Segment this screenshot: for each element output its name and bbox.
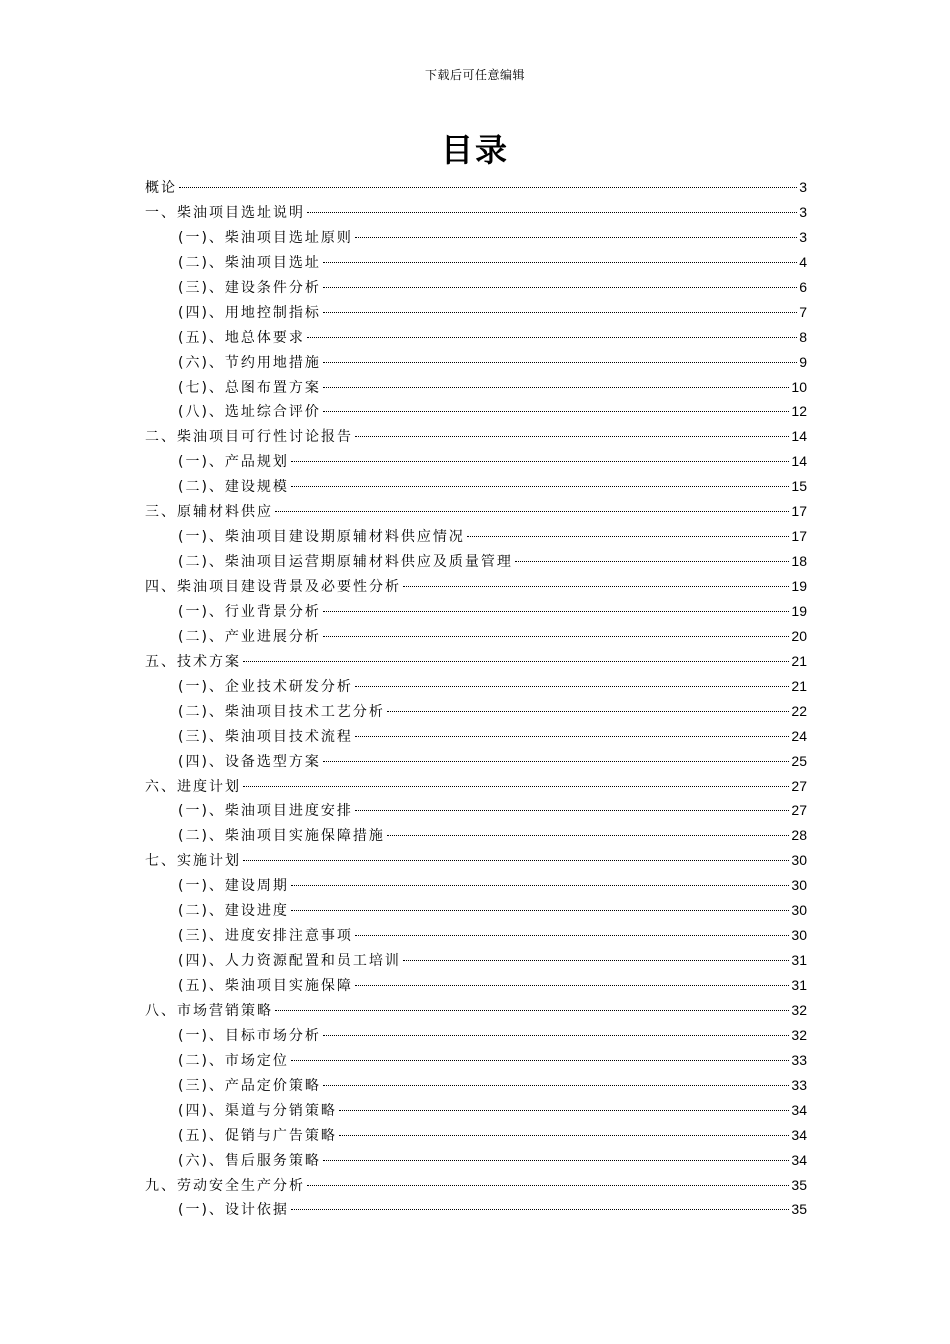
toc-dot-leader — [323, 411, 789, 412]
toc-entry[interactable] — [145, 1073, 807, 1098]
toc-dot-leader — [291, 910, 789, 911]
toc-entry[interactable] — [145, 399, 807, 424]
toc-entry[interactable] — [145, 300, 807, 325]
toc-dot-leader — [243, 860, 789, 861]
toc-entry[interactable] — [145, 524, 807, 549]
toc-entry[interactable] — [145, 898, 807, 923]
toc-entry[interactable] — [145, 848, 807, 873]
toc-dot-leader — [355, 686, 789, 687]
toc-entry[interactable] — [145, 424, 807, 449]
toc-entry[interactable] — [145, 599, 807, 624]
toc-dot-leader — [355, 237, 797, 238]
toc-entry-page-number: 21 — [791, 652, 807, 669]
toc-entry[interactable] — [145, 375, 807, 400]
toc-dot-leader — [355, 736, 789, 737]
toc-entry-label: (一)、柴油项目建设期原辅材料供应情况 — [178, 529, 465, 546]
toc-dot-leader — [323, 1035, 789, 1036]
toc-entry-page-number: 33 — [791, 1051, 807, 1068]
toc-entry-label: (七)、总图布置方案 — [178, 379, 321, 396]
toc-dot-leader — [355, 985, 789, 986]
toc-entry-page-number: 31 — [791, 952, 807, 969]
toc-dot-leader — [307, 337, 797, 338]
toc-entry[interactable] — [145, 823, 807, 848]
page-title: 目录 — [440, 131, 509, 169]
toc-entry-label: (二)、柴油项目运营期原辅材料供应及质量管理 — [178, 554, 513, 571]
toc-dot-leader — [403, 586, 789, 587]
toc-entry-label: (一)、柴油项目进度安排 — [178, 803, 353, 820]
toc-dot-leader — [291, 1209, 789, 1210]
toc-entry-label: (四)、人力资源配置和员工培训 — [178, 953, 401, 970]
toc-entry-label: 四、柴油项目建设背景及必要性分析 — [145, 579, 401, 595]
toc-entry-label: 九、劳动安全生产分析 — [145, 1177, 305, 1194]
toc-entry-page-number: 12 — [791, 403, 807, 420]
toc-entry-label: (三)、产品定价策略 — [178, 1077, 321, 1094]
toc-entry[interactable] — [145, 998, 807, 1023]
toc-entry-page-number: 3 — [799, 203, 807, 220]
toc-entry-page-number: 35 — [791, 1176, 807, 1193]
toc-entry-page-number: 32 — [791, 1001, 807, 1018]
toc-entry[interactable] — [145, 449, 807, 474]
toc-entry[interactable] — [145, 973, 807, 998]
toc-entry-page-number: 4 — [799, 253, 807, 270]
toc-entry-label: (八)、选址综合评价 — [178, 404, 321, 421]
toc-dot-leader — [355, 935, 789, 936]
toc-entry-page-number: 30 — [791, 852, 807, 869]
toc-dot-leader — [515, 561, 789, 562]
toc-dot-leader — [275, 511, 789, 512]
toc-dot-leader — [323, 1160, 789, 1161]
toc-entry-page-number: 6 — [799, 278, 807, 295]
toc-entry-page-number: 21 — [791, 677, 807, 694]
toc-dot-leader — [323, 1085, 789, 1086]
toc-entry-label: (四)、设备选型方案 — [178, 753, 321, 770]
toc-entry[interactable] — [145, 873, 807, 898]
toc-entry[interactable] — [145, 350, 807, 375]
toc-entry-label: 五、技术方案 — [145, 653, 241, 670]
toc-entry-page-number: 34 — [791, 1101, 807, 1118]
toc-dot-leader — [307, 212, 797, 213]
toc-entry-page-number: 17 — [791, 503, 807, 520]
toc-entry[interactable] — [145, 649, 807, 674]
toc-dot-leader — [291, 1060, 789, 1061]
toc-entry-page-number: 32 — [791, 1026, 807, 1043]
toc-entry-page-number: 18 — [791, 553, 807, 570]
toc-entry[interactable] — [145, 948, 807, 973]
toc-dot-leader — [323, 387, 789, 388]
toc-entry-page-number: 22 — [791, 702, 807, 719]
toc-entry-label: (六)、节约用地措施 — [178, 354, 321, 371]
toc-entry-label: 三、原辅材料供应 — [145, 504, 273, 521]
toc-entry-page-number: 3 — [799, 179, 807, 195]
toc-entry-page-number: 35 — [791, 1201, 807, 1218]
toc-dot-leader — [339, 1110, 789, 1111]
toc-dot-leader — [275, 1010, 789, 1011]
toc-entry-label: (二)、柴油项目实施保障措施 — [178, 828, 385, 845]
toc-entry-label: (二)、柴油项目技术工艺分析 — [178, 703, 385, 720]
toc-entry-page-number: 30 — [791, 877, 807, 894]
toc-dot-leader — [387, 835, 789, 836]
toc-entry-page-number: 8 — [799, 328, 807, 345]
toc-entry[interactable] — [145, 474, 807, 499]
toc-entry-label: (二)、建设规模 — [178, 479, 289, 496]
toc-entry[interactable] — [145, 674, 807, 699]
toc-entry-label: (二)、市场定位 — [178, 1052, 289, 1069]
toc-entry[interactable] — [145, 499, 807, 524]
toc-entry-label: (四)、渠道与分销策略 — [178, 1102, 337, 1119]
toc-entry-page-number: 33 — [791, 1076, 807, 1093]
toc-dot-leader — [387, 711, 789, 712]
toc-dot-leader — [307, 1185, 789, 1186]
toc-entry[interactable] — [145, 574, 807, 599]
toc-entry-label: 概论 — [145, 180, 177, 196]
toc-entry-page-number: 28 — [791, 827, 807, 844]
toc-dot-leader — [323, 611, 789, 612]
toc-entry-label: (五)、地总体要求 — [178, 329, 305, 346]
toc-entry-label: (一)、柴油项目选址原则 — [178, 229, 353, 246]
toc-entry-page-number: 27 — [791, 802, 807, 819]
toc-entry-label: (二)、柴油项目选址 — [178, 254, 321, 271]
toc-entry-page-number: 19 — [791, 578, 807, 594]
toc-dot-leader — [323, 312, 797, 313]
toc-entry-page-number: 7 — [799, 303, 807, 320]
toc-entry-label: (一)、产品规划 — [178, 454, 289, 471]
toc-entry-label: (四)、用地控制指标 — [178, 304, 321, 321]
toc-entry[interactable] — [145, 774, 807, 799]
toc-entry[interactable] — [145, 1148, 807, 1173]
toc-dot-leader — [355, 436, 789, 437]
toc-entry[interactable] — [145, 749, 807, 774]
toc-entry[interactable] — [145, 1098, 807, 1123]
toc-entry[interactable] — [145, 200, 807, 225]
toc-entry-label: 一、柴油项目选址说明 — [145, 204, 305, 221]
toc-entry[interactable] — [145, 250, 807, 275]
toc-dot-leader — [243, 786, 789, 787]
toc-entry[interactable] — [145, 1173, 807, 1198]
toc-entry-label: (一)、行业背景分析 — [178, 603, 321, 620]
toc-entry[interactable] — [145, 624, 807, 649]
toc-entry-label: (一)、企业技术研发分析 — [178, 678, 353, 695]
toc-dot-leader — [323, 761, 789, 762]
toc-dot-leader — [179, 187, 797, 188]
toc-entry[interactable] — [145, 1197, 807, 1222]
table-of-contents — [145, 175, 807, 1222]
toc-dot-leader — [323, 362, 797, 363]
toc-entry-page-number: 15 — [791, 478, 807, 495]
toc-entry-page-number: 30 — [791, 927, 807, 944]
toc-entry-label: 八、市场营销策略 — [145, 1002, 273, 1019]
toc-entry-page-number: 34 — [791, 1126, 807, 1143]
toc-entry-page-number: 25 — [791, 752, 807, 769]
toc-dot-leader — [339, 1135, 789, 1136]
toc-entry-page-number: 34 — [791, 1151, 807, 1168]
toc-dot-leader — [403, 960, 789, 961]
toc-dot-leader — [323, 636, 789, 637]
toc-entry-page-number: 31 — [791, 977, 807, 993]
toc-entry[interactable] — [145, 275, 807, 300]
toc-entry[interactable] — [145, 549, 807, 574]
toc-dot-leader — [323, 287, 797, 288]
toc-entry[interactable] — [145, 1123, 807, 1148]
toc-entry-page-number: 9 — [799, 353, 807, 370]
toc-entry-page-number: 19 — [791, 602, 807, 619]
toc-entry-label: (三)、建设条件分析 — [178, 279, 321, 296]
toc-dot-leader — [467, 536, 789, 537]
toc-entry-label: (一)、目标市场分析 — [178, 1027, 321, 1044]
toc-entry-page-number: 17 — [791, 528, 807, 545]
toc-entry-label: (二)、产业进展分析 — [178, 628, 321, 645]
toc-dot-leader — [355, 810, 789, 811]
toc-entry[interactable] — [145, 699, 807, 724]
toc-entry[interactable] — [145, 1023, 807, 1048]
toc-entry-page-number: 27 — [791, 777, 807, 794]
toc-entry-page-number: 24 — [791, 727, 807, 744]
toc-entry[interactable] — [145, 325, 807, 350]
toc-entry-page-number: 3 — [799, 228, 807, 245]
toc-entry[interactable] — [145, 225, 807, 250]
toc-entry[interactable] — [145, 1048, 807, 1073]
toc-entry-label: 二、柴油项目可行性讨论报告 — [145, 429, 353, 446]
toc-entry-label: (一)、设计依据 — [178, 1202, 289, 1219]
toc-entry-label: (三)、进度安排注意事项 — [178, 928, 353, 945]
toc-entry-page-number: 10 — [791, 378, 807, 395]
toc-entry[interactable] — [145, 724, 807, 749]
toc-dot-leader — [291, 885, 789, 886]
toc-entry-page-number: 30 — [791, 902, 807, 919]
toc-entry-page-number: 14 — [791, 428, 807, 445]
toc-entry-label: (六)、售后服务策略 — [178, 1152, 321, 1169]
toc-entry-label: (五)、柴油项目实施保障 — [178, 978, 353, 994]
toc-entry-label: 六、进度计划 — [145, 778, 241, 795]
toc-entry-label: (二)、建设进度 — [178, 903, 289, 920]
toc-dot-leader — [291, 486, 789, 487]
toc-entry-label: (一)、建设周期 — [178, 878, 289, 895]
page-header: 下载后可任意编辑 — [424, 68, 525, 82]
toc-entry-label: 七、实施计划 — [145, 853, 241, 870]
toc-entry[interactable] — [145, 175, 807, 200]
toc-entry-label: (三)、柴油项目技术流程 — [178, 728, 353, 745]
toc-entry-page-number: 14 — [791, 453, 807, 470]
toc-entry[interactable] — [145, 923, 807, 948]
toc-dot-leader — [323, 262, 797, 263]
toc-entry-page-number: 20 — [791, 627, 807, 644]
toc-dot-leader — [291, 461, 789, 462]
toc-entry[interactable] — [145, 798, 807, 823]
toc-dot-leader — [243, 661, 789, 662]
toc-entry-label: (五)、促销与广告策略 — [178, 1127, 337, 1144]
